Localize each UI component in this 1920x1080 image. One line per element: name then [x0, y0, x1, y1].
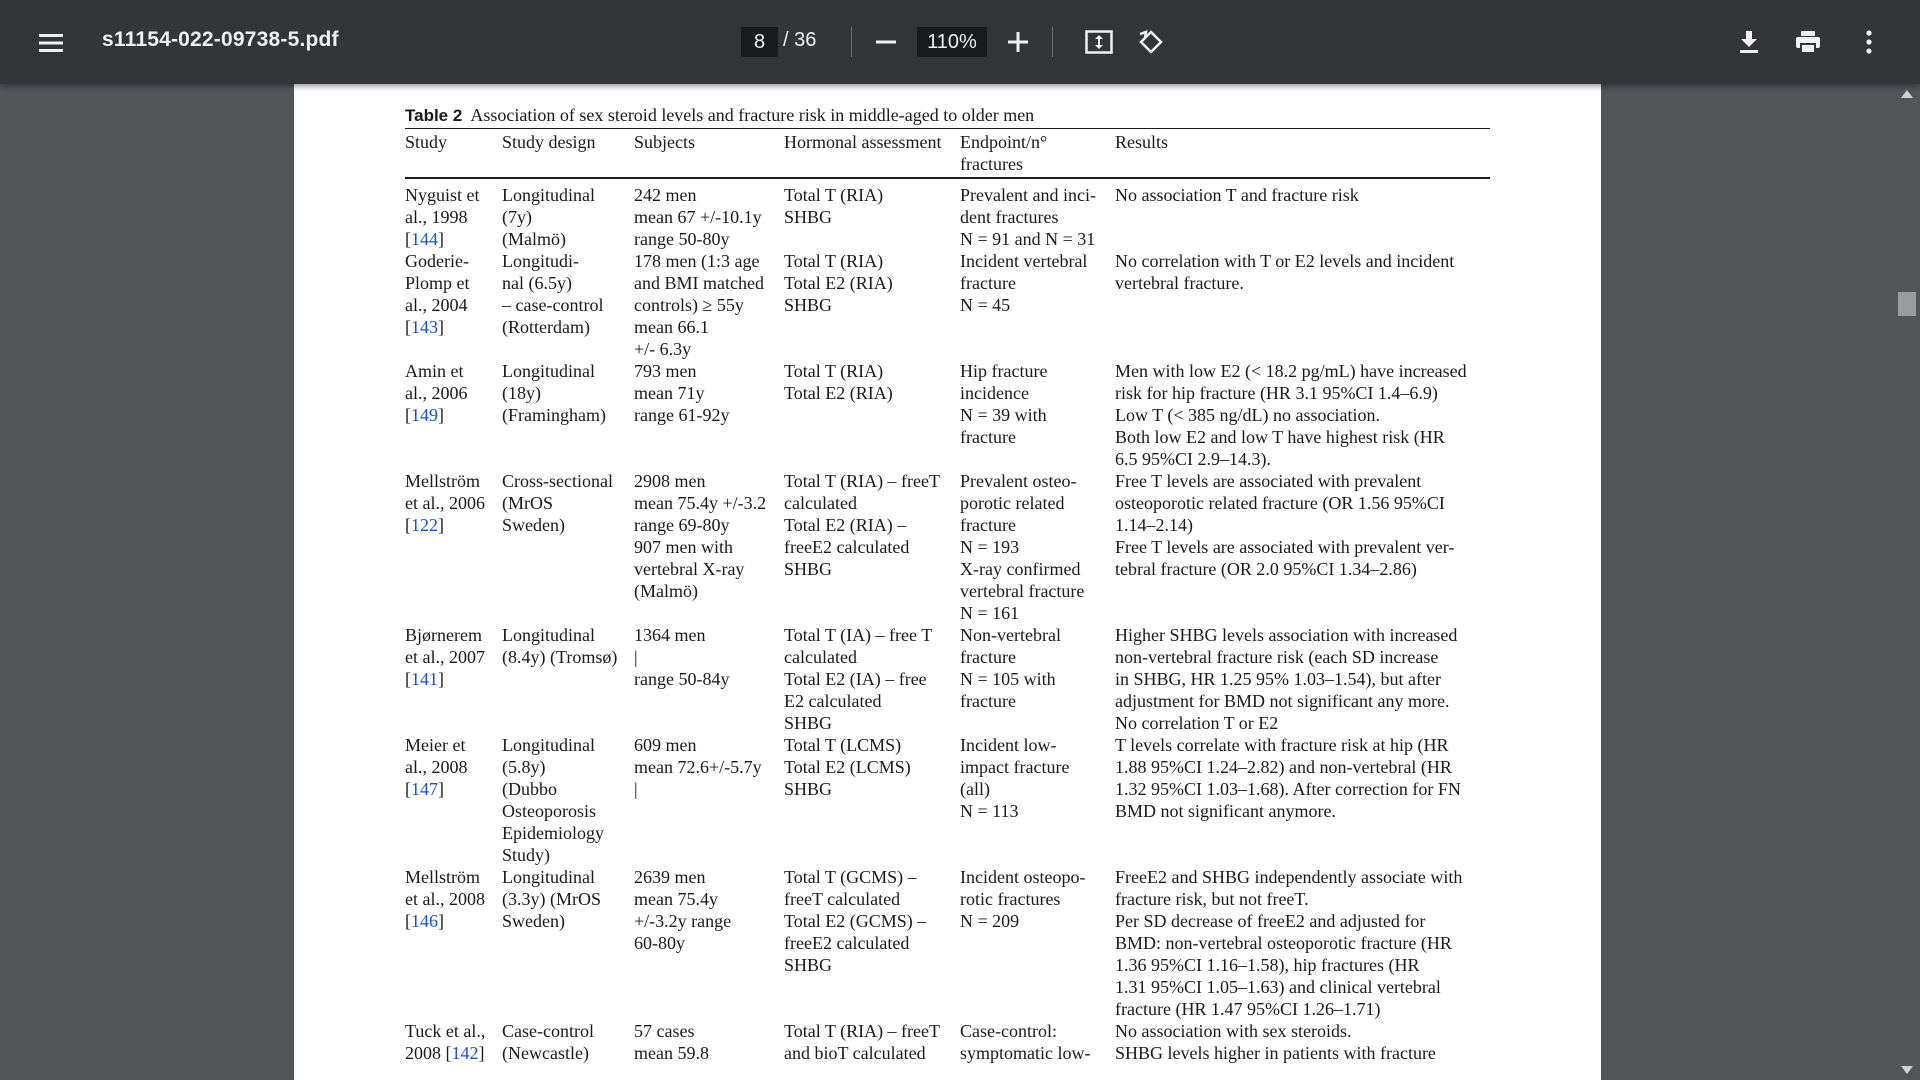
table-cell-results: T levels correlate with fracture risk at hip (HR 1.88 95%CI 1.24–2.82) and non-vertebral (HR 1.32 95%CI 1.03–1.68). After correction for FN BMD not significant anymore. — [1115, 735, 1461, 821]
table-cell-design: Longitudinal (7y) (Malmö) — [502, 185, 595, 249]
table-cell-hormonal: Total T (LCMS) Total E2 (LCMS) SHBG — [784, 735, 911, 799]
table-cell-study: Tuck et al., 2008 [142] — [405, 1021, 486, 1063]
table-cell-subjects: 178 men (1:3 age and BMI matched controls) ≥ 55y mean 66.1 +/- 6.3y — [634, 251, 764, 359]
table-cell-study: Bjørnerem et al., 2007 [141] — [405, 625, 485, 689]
page-total: / 36 — [783, 29, 817, 51]
table-cell-endpoint: Incident vertebral fracture N = 45 — [960, 251, 1088, 315]
more-options-icon[interactable] — [1848, 21, 1890, 63]
pdf-toolbar — [0, 0, 1920, 84]
table-row — [405, 1020, 1490, 1064]
pdf-page — [294, 84, 1601, 1080]
table-cell-study: Amin et al., 2006 [149] — [405, 361, 468, 425]
table-cell-subjects: 57 cases mean 59.8 — [634, 1021, 709, 1063]
table-cell-hormonal: Total T (RIA) Total E2 (RIA) — [784, 361, 893, 403]
table-cell-results: No association T and fracture risk — [1115, 185, 1359, 205]
table-cell-subjects: 2639 men mean 75.4y +/-3.2y range 60-80y — [634, 867, 732, 953]
table-cell-design: Longitudinal (3.3y) (MrOS Sweden) — [502, 867, 601, 931]
table-cell-design: Longitudinal (8.4y) (Tromsø) — [502, 625, 618, 667]
table-row — [405, 178, 1490, 250]
table-cell-results: FreeE2 and SHBG independently associate with fracture risk, but not freeT. Per SD decrease of freeE2 and adjusted for BMD: non-vertebral osteoporotic fracture (HR 1.36 95%CI 1.16–1.58), hip fractures (HR 1.31 95%CI 1.05–1.63) and clinical vertebral fracture (HR 1.47 95%CI 1.26–1.71) — [1115, 867, 1463, 1019]
fit-to-page-icon[interactable] — [1078, 21, 1120, 63]
reference-link[interactable]: 147 — [411, 779, 438, 799]
table-row — [405, 360, 1490, 470]
table-cell-design: Longitudinal (18y) (Framingham) — [502, 361, 606, 425]
table-cell-endpoint: Hip fracture incidence N = 39 with fracture — [960, 361, 1048, 447]
table-cell-design: Longitudinal (5.8y) (Dubbo Osteoporosis Epidemiology Study) — [502, 735, 604, 865]
table-cell-results: Free T levels are associated with prevalent osteoporotic related fracture (OR 1.56 95%CI 1.14–2.14) Free T levels are associated with prevalent ver- tebral fracture (OR 2.0 95%CI 1.34–2.86) — [1115, 471, 1455, 579]
table-cell-endpoint: Prevalent and inci- dent fractures N = 91 and N = 31 — [960, 185, 1096, 249]
table-cell-subjects: 242 men mean 67 +/-10.1y range 50-80y — [634, 185, 762, 249]
table-cell-hormonal: Total T (RIA) – freeT calculated Total E2 (RIA) – freeE2 calculated SHBG — [784, 471, 941, 579]
table-cell-design: Cross-sectional (MrOS Sweden) — [502, 471, 613, 535]
vertical-scrollbar[interactable] — [1894, 84, 1920, 1080]
table-cell-hormonal: Total T (RIA) SHBG — [784, 185, 884, 227]
table-cell-study: Mellström et al., 2006 [122] — [405, 471, 485, 535]
column-header: Study design — [502, 132, 596, 152]
table-cell-hormonal: Total T (GCMS) – freeT calculated Total E2 (GCMS) – freeE2 calculated SHBG — [784, 867, 927, 975]
table-cell-design: Longitudi- nal (6.5y) – case-control (Rotterdam) — [502, 251, 604, 337]
table-cell-study: Nyguist et al., 1998 [144] — [405, 185, 480, 249]
data-table — [405, 128, 1490, 1064]
reference-link[interactable]: 141 — [411, 669, 438, 689]
minus-icon — [876, 40, 896, 44]
table-row — [405, 624, 1490, 734]
table-cell-study: Mellström et al., 2008 [146] — [405, 867, 485, 931]
page-number-input[interactable]: 8 — [741, 27, 778, 57]
table-header-row — [405, 129, 1490, 179]
reference-link[interactable]: 142 — [451, 1043, 479, 1063]
table-row — [405, 866, 1490, 1020]
print-icon[interactable] — [1787, 21, 1829, 63]
scrollbar-thumb[interactable] — [1898, 292, 1916, 316]
scroll-up-icon[interactable] — [1901, 90, 1913, 98]
table-cell-results: Higher SHBG levels association with increased non-vertebral fracture risk (each SD increase in SHBG, HR 1.25 95% 1.03–1.54), but after adjustment for BMD not significant any more. No correlation T or E2 — [1115, 625, 1458, 733]
table-cell-endpoint: Non-vertebral fracture N = 105 with fracture — [960, 625, 1061, 711]
table-caption — [405, 104, 1490, 128]
reference-link[interactable]: 144 — [411, 229, 438, 249]
table-cell-hormonal: Total T (RIA) Total E2 (RIA) SHBG — [784, 251, 893, 315]
table-cell-study: Goderie- Plomp et al., 2004 [143] — [405, 251, 470, 337]
scroll-down-icon[interactable] — [1901, 1066, 1913, 1074]
plus-icon — [1008, 32, 1028, 52]
zoom-level-input[interactable]: 110% — [917, 27, 987, 57]
table-cell-results: Men with low E2 (< 18.2 pg/mL) have increased risk for hip fracture (HR 3.1 95%CI 1.4–6.9) Low T (< 385 ng/dL) no association. Both low E2 and low T have highest risk (HR 6.5 95%CI 2.9–14.3). — [1115, 361, 1467, 469]
table-cell-study: Meier et al., 2008 [147] — [405, 735, 468, 799]
document-title: s11154-022-09738-5.pdf — [102, 28, 339, 51]
table-cell-endpoint: Incident low- impact fracture (all) N = 113 — [960, 735, 1070, 821]
table-cell-subjects: 1364 men | range 50-84y — [634, 625, 730, 689]
table-cell-endpoint: Prevalent osteo- porotic related fracture N = 193 X-ray confirmed vertebral fracture N = 161 — [960, 471, 1085, 623]
table-cell-hormonal: Total T (IA) – free T calculated Total E2 (IA) – free E2 calculated SHBG — [784, 625, 933, 733]
reference-link[interactable]: 143 — [411, 317, 438, 337]
column-header: Subjects — [634, 132, 695, 152]
reference-link[interactable]: 146 — [411, 911, 438, 931]
table-cell-endpoint: Incident osteopo- rotic fractures N = 209 — [960, 867, 1086, 931]
page-content — [405, 104, 1490, 1064]
table-label: Table 2 — [405, 106, 463, 125]
table-cell-hormonal: Total T (RIA) – freeT and bioT calculated — [784, 1021, 941, 1063]
table-cell-subjects: 609 men mean 72.6+/-5.7y | — [634, 735, 762, 799]
reference-link[interactable]: 122 — [411, 515, 438, 535]
column-header: Endpoint/n° fractures — [960, 132, 1048, 174]
table-row — [405, 734, 1490, 866]
toolbar-divider — [1052, 27, 1053, 57]
table-row — [405, 250, 1490, 360]
reference-link[interactable]: 149 — [411, 405, 438, 425]
column-header: Hormonal assessment — [784, 132, 942, 152]
column-header: Study — [405, 132, 448, 152]
table-cell-design: Case-control (Newcastle) — [502, 1021, 594, 1063]
table-cell-results: No correlation with T or E2 levels and incident vertebral fracture. — [1115, 251, 1455, 293]
table-cell-subjects: 793 men mean 71y range 61-92y — [634, 361, 730, 425]
table-cell-results: No association with sex steroids. SHBG levels higher in patients with fracture — [1115, 1021, 1436, 1063]
menu-icon[interactable] — [30, 22, 72, 64]
zoom-out-button[interactable] — [866, 22, 906, 62]
table-cell-subjects: 2908 men mean 75.4y +/-3.2 range 69-80y 907 men with vertebral X-ray (Malmö) — [634, 471, 767, 601]
download-icon[interactable] — [1728, 21, 1770, 63]
column-header: Results — [1115, 132, 1169, 152]
toolbar-divider — [851, 27, 852, 57]
table-cell-endpoint: Case-control: symptomatic low- — [960, 1021, 1091, 1063]
table-row — [405, 470, 1490, 624]
table-title: Association of sex steroid levels and fracture risk in middle-aged to older men — [470, 105, 1035, 125]
rotate-icon[interactable] — [1130, 21, 1172, 63]
zoom-in-button[interactable] — [998, 22, 1038, 62]
